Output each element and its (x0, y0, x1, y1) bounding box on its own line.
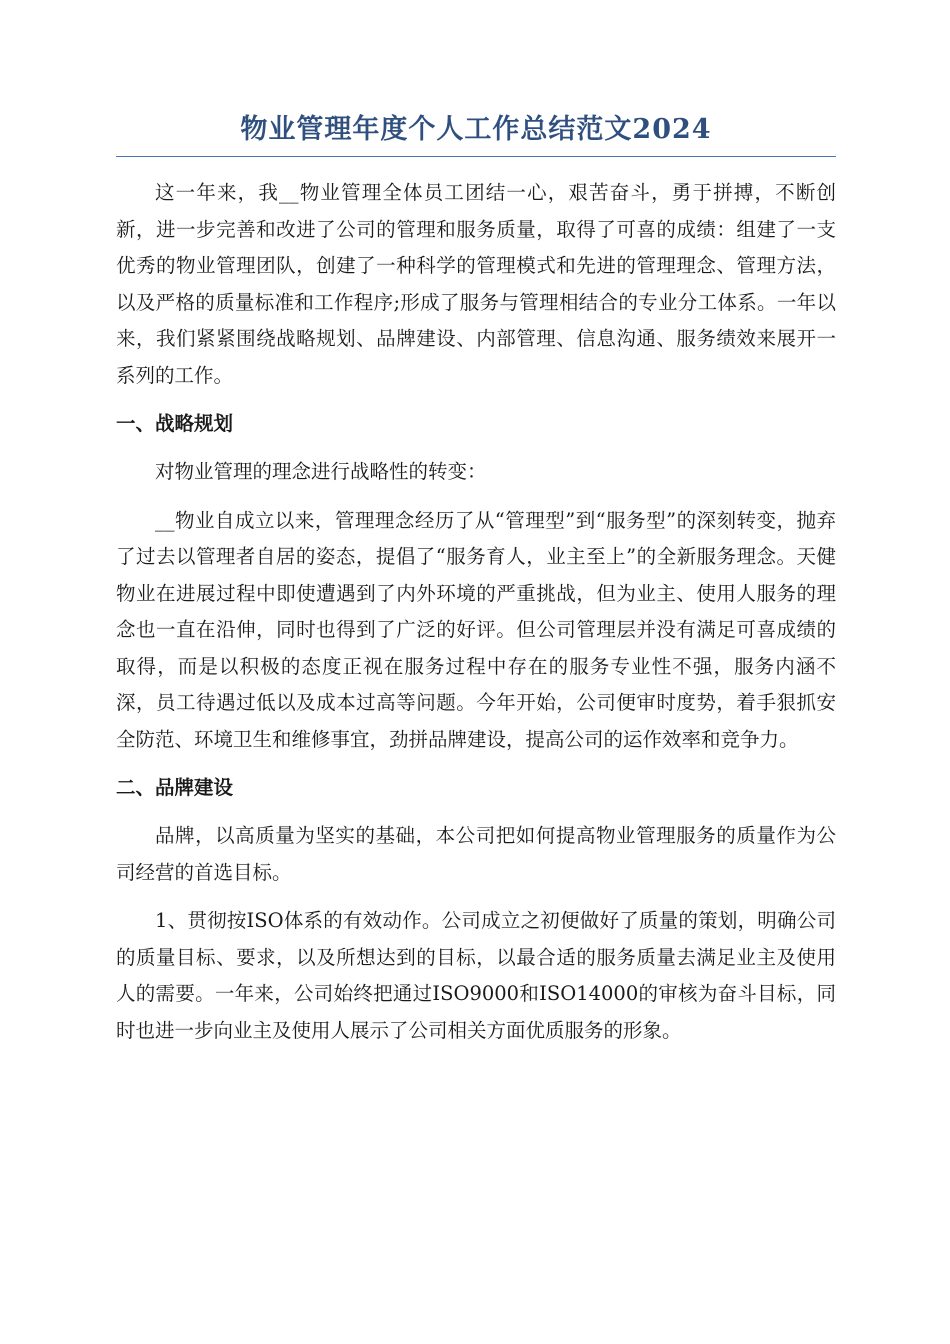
section-heading-strategy: 一、战略规划 (116, 412, 234, 435)
strategy-paragraph-2: __物业自成立以来，管理理念经历了从“管理型”到“服务型”的深刻转变，抛弃了过去以管理者自居的姿态，提倡了“服务育人，业主至上”的全新服务理念。天健物业在进展过程中即使遭遇到了内外环境的严重挑战，但为业主、使用人服务的理念也一直在沿伸，同时也得到了广泛的好评。但公司管理层并没有满足可喜成绩的取得，而是以积极的态度正视在服务过程中存在的服务专业性不强，服务内涵不深，员工待遇过低以及成本过高等问题。今年开始，公司便审时度势，着手狠抓安全防范、环境卫生和维修事宜，劲拼品牌建设，提高公司的运作效率和竞争力。 (116, 508, 836, 751)
intro-paragraph: 这一年来，我__物业管理全体员工团结一心，艰苦奋斗，勇于拼搏，不断创新，进一步完善和改进了公司的管理和服务质量，取得了可喜的成绩：组建了一支优秀的物业管理团队，创建了一种科学的管理模式和先进的管理理念、管理方法，以及严格的质量标准和工作程序;形成了服务与管理相结合的专业分工体系。一年以来，我们紧紧围绕战略规划、品牌建设、内部管理、信息沟通、服务绩效来展开一系列的工作。 (116, 181, 836, 387)
document-page (116, 110, 836, 1061)
brand-paragraph-2: 1、贯彻按ISO体系的有效动作。公司成立之初便做好了质量的策划，明确公司的质量目标、要求，以及所想达到的目标，以最合适的服务质量去满足业主及使用人的需要。一年来，公司始终把通过ISO9000和ISO14000的审核为奋斗目标，同时也进一步向业主及使用人展示了公司相关方面优质服务的形象。 (116, 909, 836, 1042)
strategy-paragraph-1: 对物业管理的理念进行战略性的转变： (155, 460, 487, 483)
section-heading-brand: 二、品牌建设 (116, 776, 234, 799)
brand-paragraph-1: 品牌，以高质量为坚实的基础，本公司把如何提高物业管理服务的质量作为公司经营的首选目标。 (116, 824, 836, 884)
document-title: 物业管理年度个人工作总结范文2024 (116, 110, 836, 157)
